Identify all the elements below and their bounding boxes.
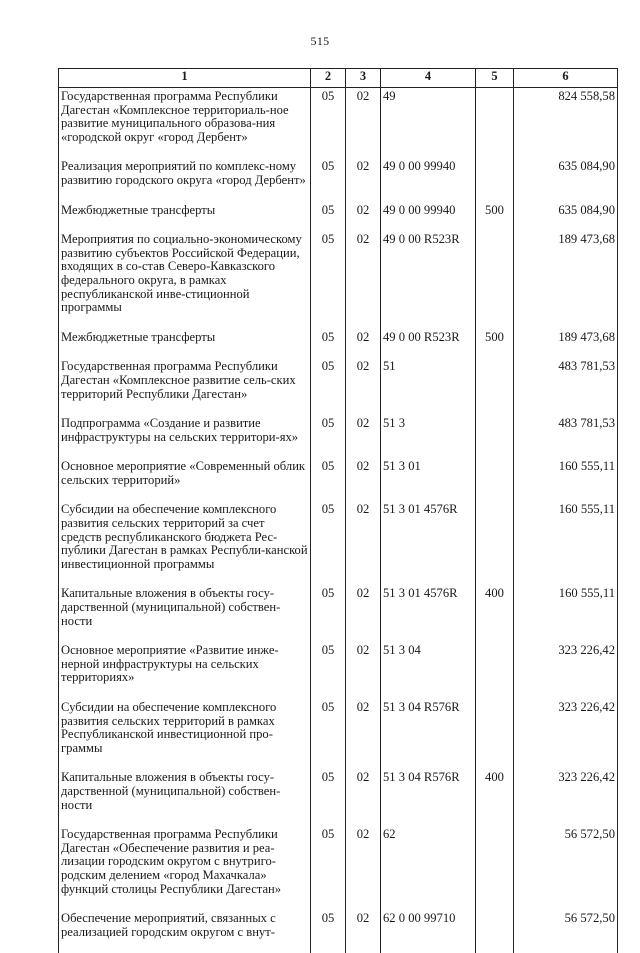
amount-cell: 160 555,11: [514, 585, 618, 642]
table-row: [59, 501, 618, 585]
target-article-cell: 49 0 00 99940: [381, 202, 476, 232]
expense-type-cell: [476, 415, 514, 458]
column-header: 6: [514, 69, 618, 88]
subsection-code-cell: 02: [346, 458, 381, 501]
section-code-cell: 05: [311, 585, 346, 642]
subsection-code-cell: 02: [346, 642, 381, 699]
section-code-cell: 05: [311, 699, 346, 769]
row-name-cell: Капитальные вложения в объекты госу-дарственной (муниципальной) собствен-ности: [59, 585, 311, 642]
table-row: [59, 826, 618, 910]
table-row: [59, 231, 618, 329]
column-header: 3: [346, 69, 381, 88]
row-name-cell: Обеспечение мероприятий, связанных с реализацией городским округом с внут-: [59, 910, 311, 953]
section-code-cell: 05: [311, 231, 346, 329]
amount-cell: 824 558,58: [514, 88, 618, 159]
row-name-cell: Государственная программа Республики Дагестан «Комплексное развитие сель-ских территорий Республики Дагестан»: [59, 358, 311, 415]
row-name-cell: Межбюджетные трансферты: [59, 202, 311, 232]
target-article-cell: 51 3 04 R576R: [381, 769, 476, 826]
section-code-cell: 05: [311, 415, 346, 458]
amount-cell: 323 226,42: [514, 642, 618, 699]
amount-cell: 323 226,42: [514, 769, 618, 826]
table-row: [59, 769, 618, 826]
section-code-cell: 05: [311, 88, 346, 159]
target-article-cell: 51 3 04 R576R: [381, 699, 476, 769]
table-row: [59, 585, 618, 642]
row-name-cell: Реализация мероприятий по комплекс-ному развитию городского округа «город Дербент»: [59, 158, 311, 201]
section-code-cell: 05: [311, 329, 346, 359]
subsection-code-cell: 02: [346, 202, 381, 232]
amount-cell: 56 572,50: [514, 826, 618, 910]
section-code-cell: 05: [311, 202, 346, 232]
table-row: [59, 358, 618, 415]
expense-type-cell: [476, 642, 514, 699]
expense-type-cell: [476, 88, 514, 159]
section-code-cell: 05: [311, 910, 346, 953]
section-code-cell: 05: [311, 501, 346, 585]
expense-type-cell: [476, 826, 514, 910]
row-name-cell: Основное мероприятие «Развитие инже-нерной инфраструктуры на сельских территориях»: [59, 642, 311, 699]
subsection-code-cell: 02: [346, 769, 381, 826]
amount-cell: 323 226,42: [514, 699, 618, 769]
amount-cell: 56 572,50: [514, 910, 618, 953]
section-code-cell: 05: [311, 158, 346, 201]
row-name-cell: Межбюджетные трансферты: [59, 329, 311, 359]
expense-type-cell: [476, 501, 514, 585]
amount-cell: 189 473,68: [514, 231, 618, 329]
row-name-cell: Мероприятия по социально-экономическому развитию субъектов Российской Федерации, входящих в со-став Северо-Кавказского федерального округа, в рамках республиканской инве-стиционной программы: [59, 231, 311, 329]
section-code-cell: 05: [311, 826, 346, 910]
expense-type-cell: 500: [476, 202, 514, 232]
table-header-row: [59, 69, 618, 88]
target-article-cell: 51 3: [381, 415, 476, 458]
table-row: [59, 910, 618, 953]
expense-type-cell: [476, 910, 514, 953]
subsection-code-cell: 02: [346, 231, 381, 329]
expense-type-cell: 400: [476, 585, 514, 642]
column-header: 5: [476, 69, 514, 88]
table-row: [59, 699, 618, 769]
target-article-cell: 51 3 04: [381, 642, 476, 699]
row-name-cell: Государственная программа Республики Дагестан «Комплексное территориаль-ное развитие муниципального образова-ния «городской округ «город Дербент»: [59, 88, 311, 159]
row-name-cell: Подпрограмма «Создание и развитие инфраструктуры на сельских территори-ях»: [59, 415, 311, 458]
amount-cell: 160 555,11: [514, 458, 618, 501]
target-article-cell: 62: [381, 826, 476, 910]
table-row: [59, 158, 618, 201]
subsection-code-cell: 02: [346, 88, 381, 159]
expense-type-cell: [476, 358, 514, 415]
section-code-cell: 05: [311, 642, 346, 699]
amount-cell: 483 781,53: [514, 358, 618, 415]
page-number: 515: [0, 34, 640, 49]
section-code-cell: 05: [311, 358, 346, 415]
budget-table: [58, 68, 618, 953]
target-article-cell: 51 3 01 4576R: [381, 585, 476, 642]
subsection-code-cell: 02: [346, 585, 381, 642]
table-row: [59, 88, 618, 159]
column-header: 4: [381, 69, 476, 88]
expense-type-cell: 500: [476, 329, 514, 359]
subsection-code-cell: 02: [346, 501, 381, 585]
subsection-code-cell: 02: [346, 158, 381, 201]
expense-type-cell: [476, 231, 514, 329]
section-code-cell: 05: [311, 769, 346, 826]
subsection-code-cell: 02: [346, 826, 381, 910]
amount-cell: 160 555,11: [514, 501, 618, 585]
row-name-cell: Субсидии на обеспечение комплексного развития сельских территорий в рамках Республиканской инвестиционной про-граммы: [59, 699, 311, 769]
expense-type-cell: [476, 158, 514, 201]
section-code-cell: 05: [311, 458, 346, 501]
table-row: [59, 415, 618, 458]
target-article-cell: 51 3 01: [381, 458, 476, 501]
expense-type-cell: [476, 458, 514, 501]
target-article-cell: 49 0 00 99940: [381, 158, 476, 201]
table-row: [59, 642, 618, 699]
row-name-cell: Капитальные вложения в объекты госу-дарственной (муниципальной) собствен-ности: [59, 769, 311, 826]
target-article-cell: 49 0 00 R523R: [381, 231, 476, 329]
amount-cell: 483 781,53: [514, 415, 618, 458]
subsection-code-cell: 02: [346, 358, 381, 415]
subsection-code-cell: 02: [346, 910, 381, 953]
column-header: 2: [311, 69, 346, 88]
subsection-code-cell: 02: [346, 329, 381, 359]
expense-type-cell: [476, 699, 514, 769]
target-article-cell: 49: [381, 88, 476, 159]
table-row: [59, 329, 618, 359]
subsection-code-cell: 02: [346, 415, 381, 458]
target-article-cell: 62 0 00 99710: [381, 910, 476, 953]
table-row: [59, 202, 618, 232]
row-name-cell: Субсидии на обеспечение комплексного развития сельских территорий за счет средств республиканского бюджета Рес-публики Дагестан в рамках Республи-канской инвестиционной программы: [59, 501, 311, 585]
subsection-code-cell: 02: [346, 699, 381, 769]
table-body: [59, 88, 618, 953]
row-name-cell: Основное мероприятие «Современный облик сельских территорий»: [59, 458, 311, 501]
target-article-cell: 49 0 00 R523R: [381, 329, 476, 359]
target-article-cell: 51: [381, 358, 476, 415]
column-header: 1: [59, 69, 311, 88]
expense-type-cell: 400: [476, 769, 514, 826]
row-name-cell: Государственная программа Республики Дагестан «Обеспечение развития и реа-лизации городским округом с внутриго-родским делением «город Махачкала» функций столицы Республики Дагестан»: [59, 826, 311, 910]
amount-cell: 635 084,90: [514, 202, 618, 232]
amount-cell: 635 084,90: [514, 158, 618, 201]
table-row: [59, 458, 618, 501]
amount-cell: 189 473,68: [514, 329, 618, 359]
target-article-cell: 51 3 01 4576R: [381, 501, 476, 585]
